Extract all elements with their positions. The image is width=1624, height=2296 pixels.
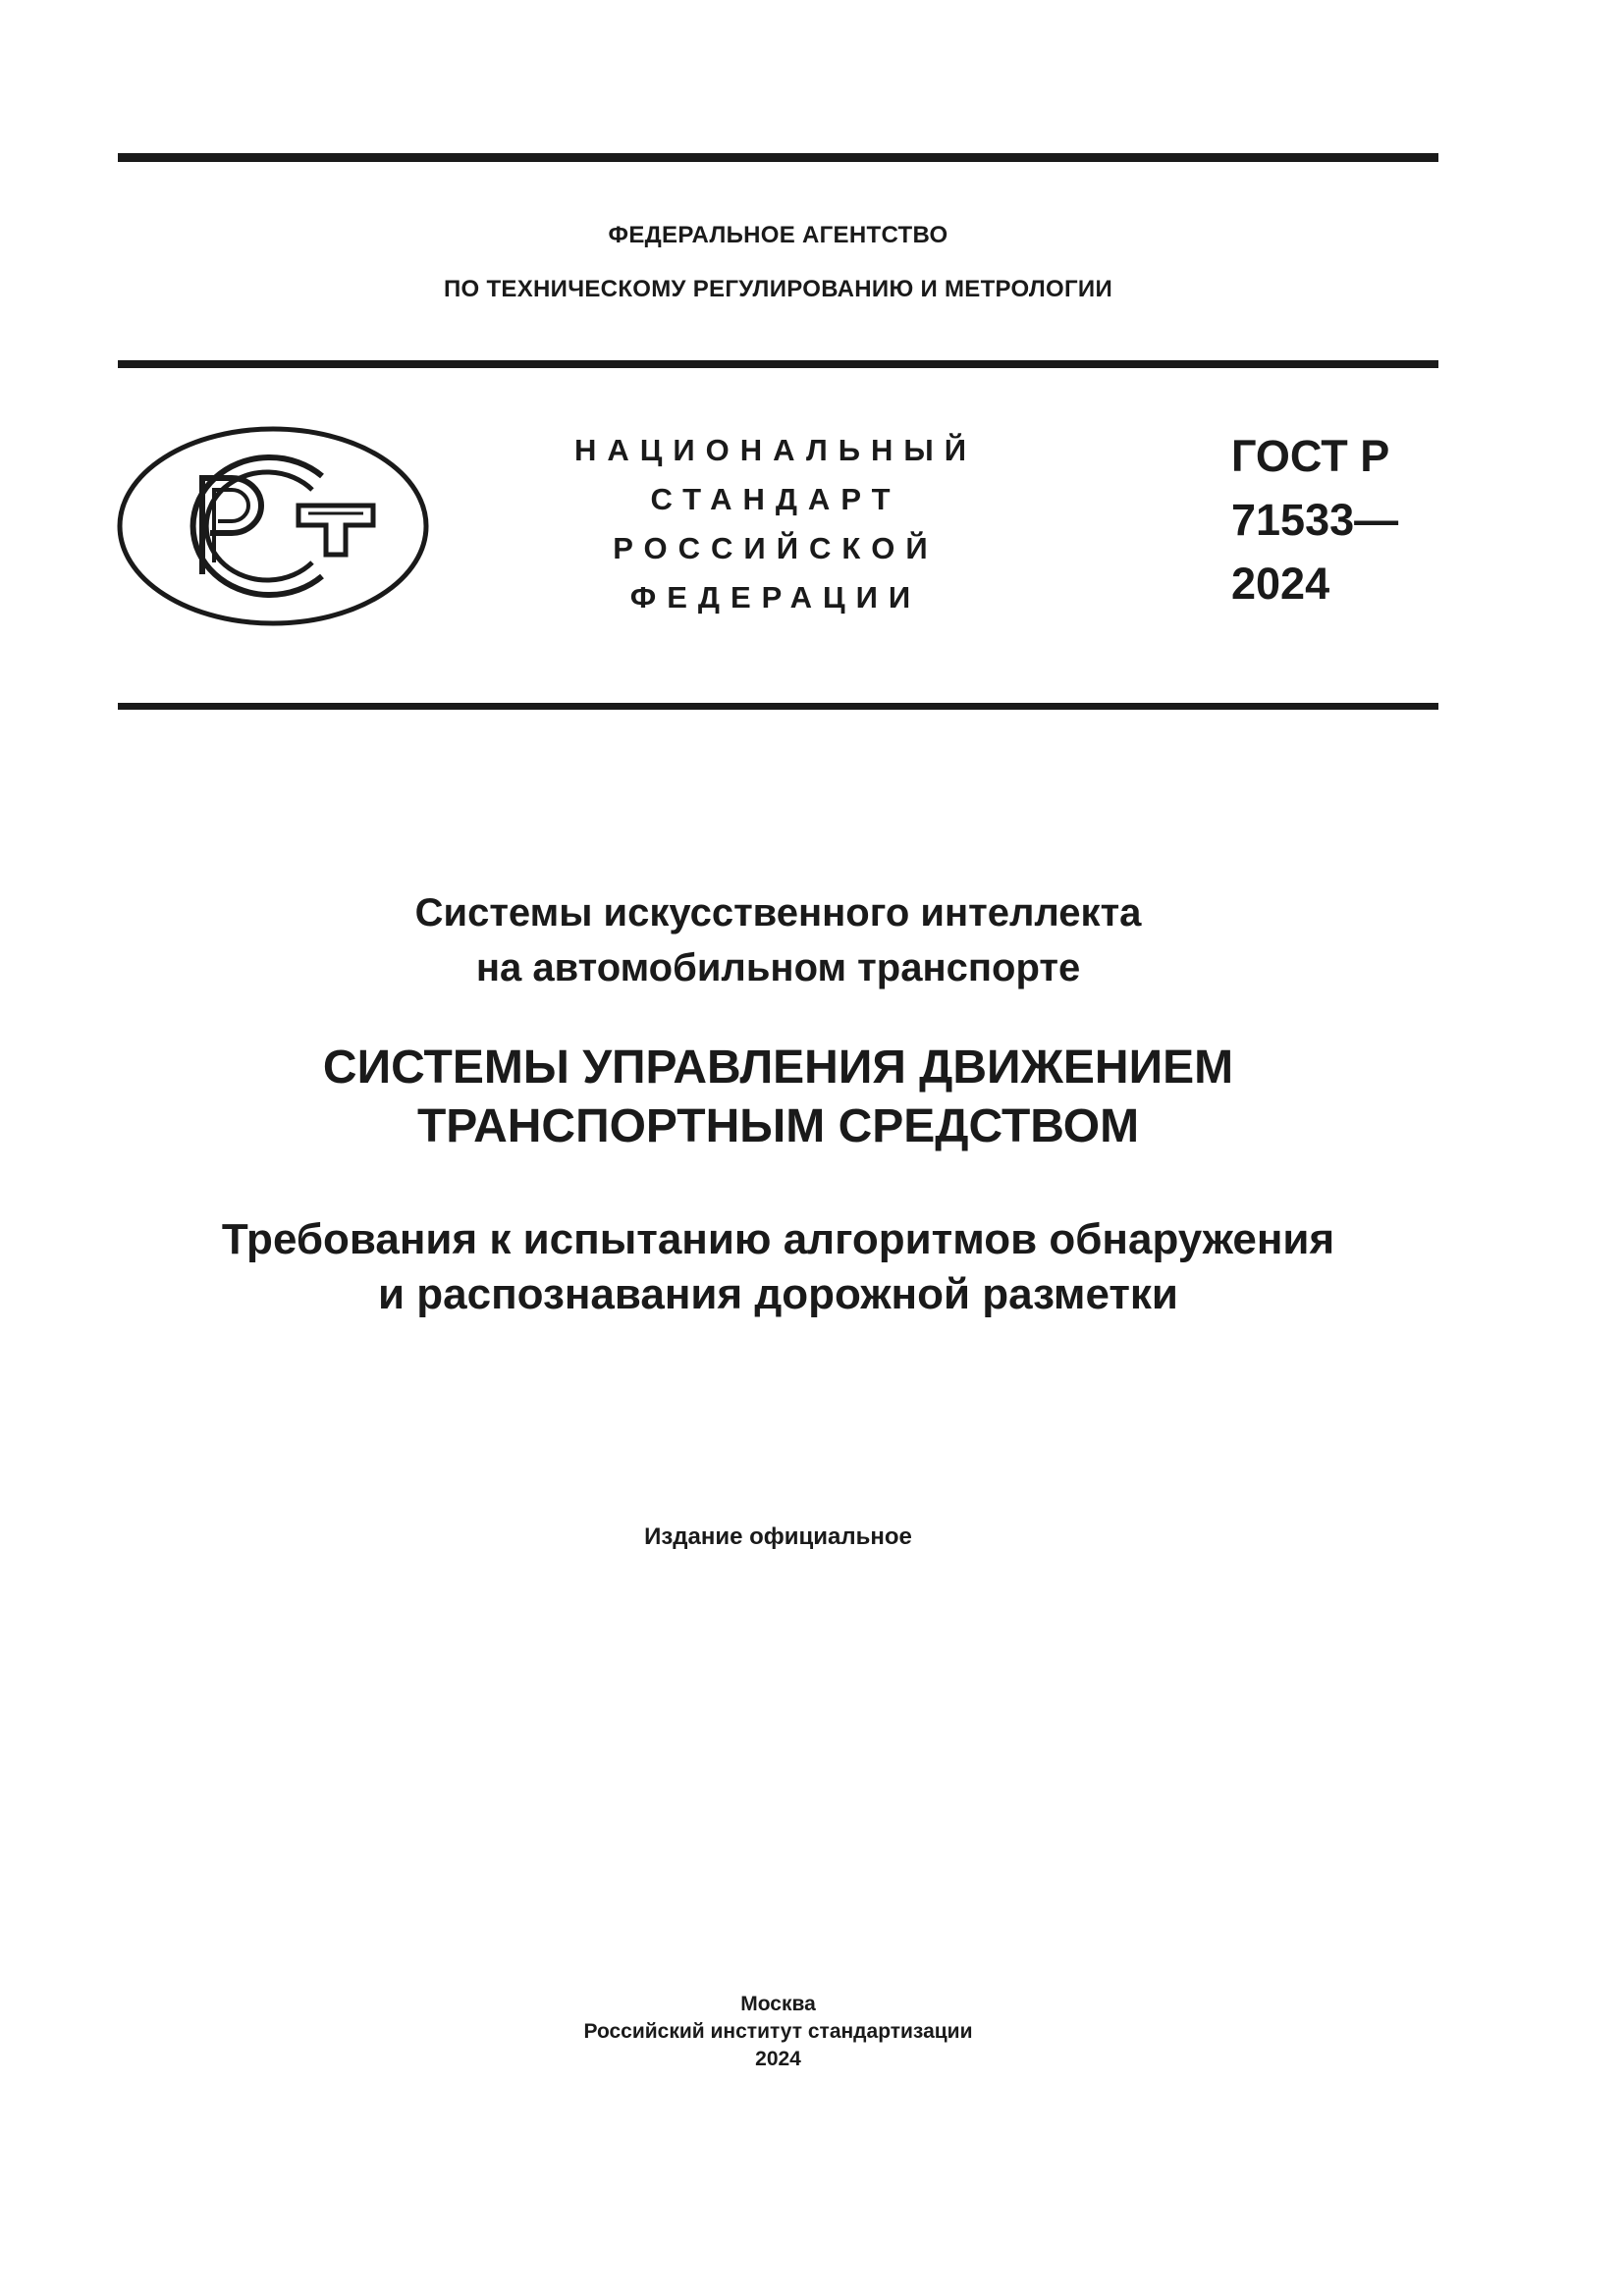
designation-line-1: ГОСТ Р — [1231, 431, 1390, 481]
agency-name-line-1: ФЕДЕРАЛЬНОЕ АГЕНТСТВО — [608, 222, 948, 248]
agency-name-line-2: ПО ТЕХНИЧЕСКОМУ РЕГУЛИРОВАНИЮ И МЕТРОЛОГИИ — [443, 276, 1113, 302]
sub-title — [0, 1212, 1556, 1322]
imprint-city: Москва — [740, 1993, 816, 2015]
designation-line-2: 71533— — [1231, 495, 1399, 545]
middle-rule — [118, 360, 1438, 368]
series-title-line-1: Системы искусственного интеллекта — [414, 891, 1142, 934]
imprint-year: 2024 — [755, 2048, 801, 2070]
sub-title-line-1: Требования к испытанию алгоритмов обнаружения — [221, 1215, 1335, 1263]
designation-line-3: 2024 — [1231, 559, 1330, 609]
main-title-line-1: СИСТЕМЫ УПРАВЛЕНИЯ ДВИЖЕНИЕМ — [322, 1041, 1234, 1094]
standard-type-line-1: НАЦИОНАЛЬНЫЙ — [573, 433, 978, 467]
standard-type — [511, 426, 1041, 622]
standard-type-line-3: РОССИЙСКОЙ — [613, 531, 939, 565]
bottom-rule — [118, 703, 1438, 710]
series-title-line-2: на автомобильном транспорте — [475, 946, 1081, 989]
main-title-line-2: ТРАНСПОРТНЫМ СРЕДСТВОМ — [416, 1100, 1140, 1152]
series-title — [0, 885, 1556, 995]
main-title — [0, 1039, 1556, 1156]
sub-title-line-2: и распознавания дорожной разметки — [378, 1270, 1178, 1318]
standard-type-line-2: СТАНДАРТ — [650, 482, 901, 516]
imprint-publisher: Российский институт стандартизации — [583, 2020, 973, 2043]
edition-label: Издание официальное — [644, 1523, 912, 1550]
standard-designation — [1231, 424, 1398, 615]
standard-type-line-4: ФЕДЕРАЦИИ — [629, 580, 922, 614]
top-rule — [118, 153, 1438, 162]
imprint — [0, 1991, 1556, 2073]
rst-certification-mark-icon — [116, 425, 430, 627]
